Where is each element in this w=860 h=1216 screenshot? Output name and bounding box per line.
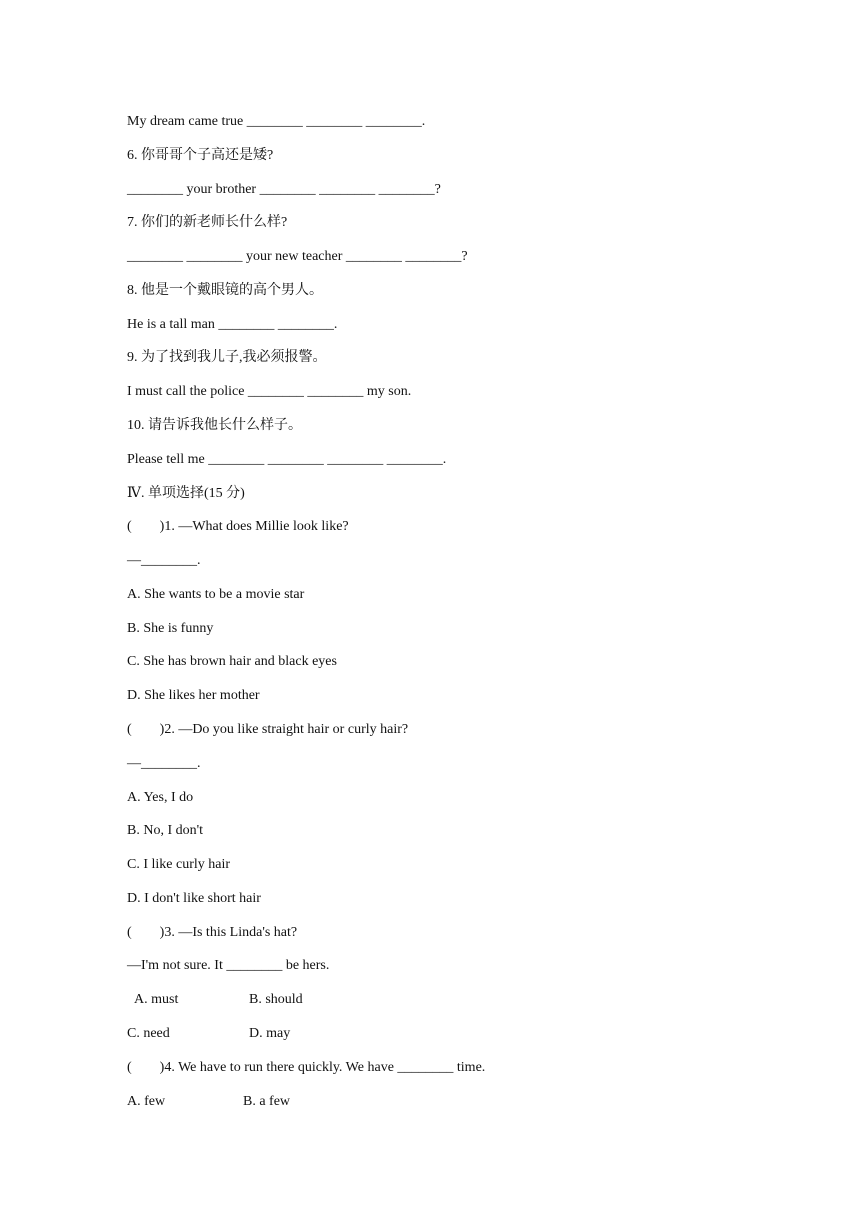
question-2-reply: —________. — [127, 756, 201, 771]
question-2-option-c: C. I like curly hair — [127, 857, 231, 872]
translation-answer-5: My dream came true ________ ________ ________. — [127, 114, 426, 129]
question-1-option-a: A. She wants to be a movie star — [127, 587, 305, 602]
question-4-option-b: B. a few — [243, 1094, 291, 1109]
question-1-stem: ( )1. —What does Millie look like? — [127, 519, 349, 534]
translation-answer-9: I must call the police ________ ________ my son. — [127, 384, 412, 399]
section-heading: Ⅳ. 单项选择(15 分) — [127, 486, 245, 501]
translation-answer-10: Please tell me ________ ________ ________ ________. — [127, 452, 447, 467]
question-4-option-a: A. few — [127, 1094, 166, 1109]
translation-prompt-7: 7. 你们的新老师长什么样? — [127, 215, 288, 230]
translation-prompt-6: 6. 你哥哥个子高还是矮? — [127, 148, 274, 163]
translation-prompt-10: 10. 请告诉我他长什么样子。 — [127, 418, 302, 433]
question-2-stem: ( )2. —Do you like straight hair or curly hair? — [127, 722, 409, 737]
question-3-reply: —I'm not sure. It ________ be hers. — [127, 958, 330, 973]
question-4-stem: ( )4. We have to run there quickly. We have ________ time. — [127, 1060, 486, 1075]
question-3-option-a: A. must — [134, 992, 179, 1007]
question-2-option-d: D. I don't like short hair — [127, 891, 261, 906]
question-3-option-d: D. may — [249, 1026, 291, 1041]
question-4-options-row-1 — [127, 1093, 527, 1165]
question-3-option-b: B. should — [249, 992, 303, 1007]
translation-answer-7: ________ ________ your new teacher ________ ________? — [127, 249, 468, 264]
question-1-reply: —________. — [127, 553, 201, 568]
question-3-option-c: C. need — [127, 1026, 170, 1041]
translation-answer-6: ________ your brother ________ ________ ________? — [127, 182, 441, 197]
question-2-option-b: B. No, I don't — [127, 823, 204, 838]
translation-prompt-8: 8. 他是一个戴眼镜的高个男人。 — [127, 283, 323, 298]
question-2-option-a: A. Yes, I do — [127, 790, 194, 805]
question-1-option-d: D. She likes her mother — [127, 688, 260, 703]
question-1-option-c: C. She has brown hair and black eyes — [127, 654, 337, 669]
translation-answer-8: He is a tall man ________ ________. — [127, 317, 338, 332]
question-3-stem: ( )3. —Is this Linda's hat? — [127, 925, 298, 940]
translation-prompt-9: 9. 为了找到我儿子,我必须报警。 — [127, 350, 327, 365]
question-1-option-b: B. She is funny — [127, 621, 214, 636]
